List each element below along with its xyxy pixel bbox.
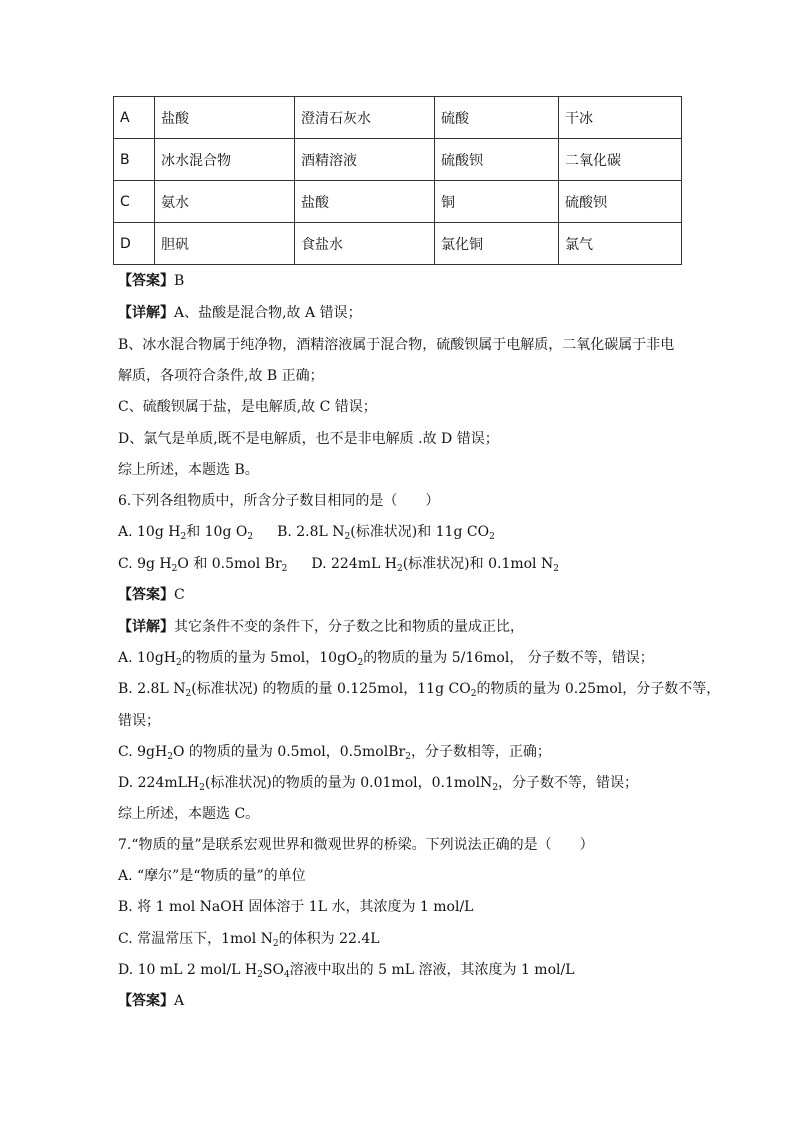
detail-text: (标准状况)的物质的量为 0.01mol，0.1molN — [204, 775, 493, 791]
subscript: 2 — [357, 658, 364, 668]
subscript: 2 — [247, 532, 254, 542]
table-cell: 铜 — [435, 181, 559, 223]
subscript: 2 — [553, 564, 559, 574]
option-b — [277, 524, 495, 540]
subscript: 2 — [176, 658, 182, 668]
option-text: A. 10g H — [118, 524, 181, 540]
option-text: SO — [262, 962, 284, 978]
detail-line: D、氯气是单质,既不是电解质，也不是非电解质 .故 D 错误； — [118, 431, 499, 447]
table-row — [114, 223, 682, 265]
table-cell: C — [114, 181, 155, 223]
detail-tag: 【详解】 — [118, 305, 174, 321]
table-cell: 食盐水 — [295, 223, 435, 265]
table-row — [114, 139, 682, 181]
option-text: O 和 0.5mol Br — [177, 556, 282, 572]
option-text: C. 常温常压下，1mol N — [118, 931, 273, 947]
summary-line: 综上所述，本题选 B。 — [118, 462, 259, 478]
table-row — [114, 97, 682, 139]
subscript: 2 — [405, 752, 411, 762]
subscript: 2 — [489, 532, 495, 542]
detail-text: 的物质的量为 5mol，10gO — [181, 650, 358, 666]
table-cell: 冰水混合物 — [155, 139, 295, 181]
option-text: D. 224mL H — [311, 556, 397, 572]
table-cell: 氯化铜 — [435, 223, 559, 265]
option-text: C. 9g H — [118, 556, 172, 572]
table-cell: 干冰 — [559, 97, 682, 139]
table-cell: B — [114, 139, 155, 181]
table-cell: 酒精溶液 — [295, 139, 435, 181]
table-cell: D — [114, 223, 155, 265]
options-table — [113, 96, 682, 265]
subscript: 2 — [180, 532, 187, 542]
subscript: 2 — [281, 564, 288, 574]
option-text: 的体积为 22.4L — [278, 931, 380, 947]
answer-line — [118, 271, 184, 291]
table-cell: 氯气 — [559, 223, 682, 265]
table-cell: 胆矾 — [155, 223, 295, 265]
detail-text: ，分子数不等，错误； — [498, 775, 639, 791]
option-text: B. 2.8L N — [277, 524, 345, 540]
answer-line — [118, 585, 185, 605]
option-c — [118, 556, 287, 572]
question-stem: 7.“物质的量”是联系宏观世界和微观世界的桥梁。下列说法正确的是（ ） — [118, 837, 594, 853]
table-cell: 盐酸 — [155, 97, 295, 139]
subscript: 2 — [257, 970, 263, 980]
answer-value: A — [174, 993, 185, 1009]
detail-text: C. 9gH — [118, 744, 168, 760]
table-cell: 二氧化碳 — [559, 139, 682, 181]
option-c — [118, 929, 380, 949]
detail-text: A. 10gH — [118, 650, 176, 666]
option-text: D. 10 mL 2 mol/L H — [118, 962, 258, 978]
answer-tag: 【答案】 — [118, 273, 174, 289]
option-text: 溶液中取出的 5 mL 溶液，其浓度为 1 mol/L — [289, 962, 575, 978]
subscript: 2 — [185, 689, 192, 699]
detail-text: ，分子数相等，正确； — [410, 744, 551, 760]
detail-line: 错误； — [118, 713, 160, 729]
table-cell: 澄清石灰水 — [295, 97, 435, 139]
option-line — [118, 554, 559, 574]
detail-text: 其它条件不变的条件下，分子数之比和物质的量成正比， — [174, 619, 524, 635]
table-cell: 盐酸 — [295, 181, 435, 223]
option-d — [118, 960, 575, 980]
table-row — [114, 181, 682, 223]
subscript: 2 — [272, 939, 279, 949]
answer-tag: 【答案】 — [118, 993, 174, 1009]
detail-line — [118, 773, 638, 793]
option-text: (标准状况)和 11g CO — [350, 524, 490, 540]
detail-text: O 的物质的量为 0.5mol，0.5molBr — [172, 744, 406, 760]
subscript: 2 — [199, 783, 205, 793]
subscript: 2 — [167, 752, 173, 762]
detail-text: A、盐酸是混合物,故 A 错误； — [174, 305, 362, 321]
subscript: 2 — [492, 783, 499, 793]
detail-text: (标准状况) 的物质的量 0.125mol，11g CO — [191, 681, 471, 697]
option-line — [118, 522, 495, 542]
option-text: (标准状况)和 0.1mol N — [402, 556, 554, 572]
detail-line — [118, 679, 720, 699]
table-cell: A — [114, 97, 155, 139]
subscript: 2 — [171, 564, 178, 574]
answer-tag: 【答案】 — [118, 587, 174, 603]
option-a: A. “摩尔”是“物质的量”的单位 — [118, 868, 306, 884]
detail-line — [118, 303, 362, 323]
option-d — [311, 556, 559, 572]
table-cell: 硫酸钡 — [435, 139, 559, 181]
detail-line — [118, 648, 654, 668]
detail-line: B、冰水混合物属于纯净物，酒精溶液属于混合物，硫酸钡属于电解质，二氧化碳属于非电 — [118, 337, 675, 353]
subscript: 2 — [470, 689, 477, 699]
detail-line — [118, 742, 551, 762]
detail-text: 的物质的量为 5/16mol， 分子数不等，错误； — [363, 650, 654, 666]
question-stem: 6.下列各组物质中，所含分子数目相同的是（ ） — [118, 493, 440, 509]
subscript: 2 — [344, 532, 351, 542]
option-a — [118, 524, 253, 540]
detail-line — [118, 617, 524, 637]
option-text: 和 10g O — [186, 524, 248, 540]
answer-value: B — [174, 273, 185, 289]
detail-text: B. 2.8L N — [118, 681, 186, 697]
table-cell: 硫酸钡 — [559, 181, 682, 223]
detail-tag: 【详解】 — [118, 619, 174, 635]
detail-line: 解质，各项符合条件,故 B 正确； — [118, 368, 324, 384]
detail-text: D. 224mLH — [118, 775, 200, 791]
subscript: 4 — [283, 970, 290, 980]
detail-line: C、硫酸钡属于盐，是电解质,故 C 错误； — [118, 399, 377, 415]
summary-line: 综上所述，本题选 C。 — [118, 806, 260, 822]
subscript: 2 — [396, 564, 403, 574]
answer-line — [118, 991, 184, 1011]
table-cell: 氨水 — [155, 181, 295, 223]
table-cell: 硫酸 — [435, 97, 559, 139]
answer-value: C — [174, 587, 185, 603]
option-b: B. 将 1 mol NaOH 固体溶于 1L 水，其浓度为 1 mol/L — [118, 899, 474, 915]
detail-text: 的物质的量为 0.25mol，分子数不等， — [476, 681, 721, 697]
